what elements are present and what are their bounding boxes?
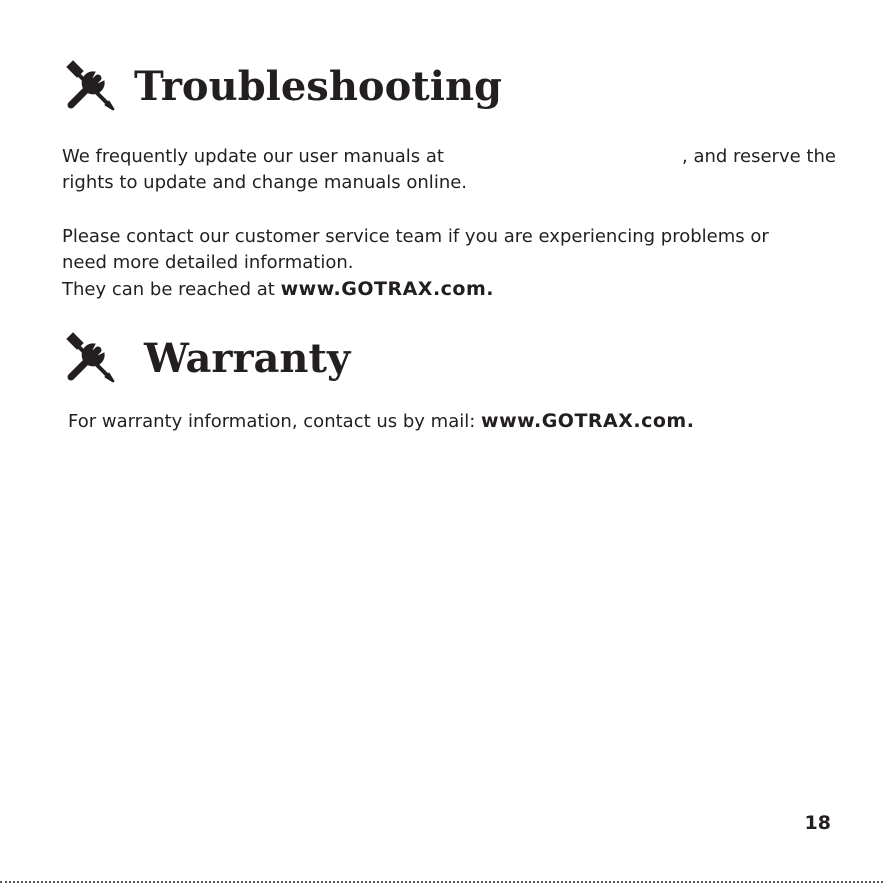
tools-icon — [62, 330, 118, 386]
bottom-divider — [0, 879, 883, 883]
contact-paragraph — [62, 224, 769, 303]
contact-line1: Please contact our customer service team if you are experiencing problems or — [62, 226, 769, 247]
warranty-paragraph — [68, 408, 694, 435]
update-text-start: We frequently update our user manuals at — [62, 146, 444, 167]
update-text-line2: rights to update and change manuals online. — [62, 172, 468, 193]
section-title: Troubleshooting — [134, 62, 502, 110]
section-title: Warranty — [144, 334, 351, 382]
troubleshooting-heading — [62, 58, 502, 114]
contact-line3-prefix: They can be reached at — [62, 279, 275, 300]
website-link[interactable]: www.GOTRAX.com. — [280, 278, 494, 300]
warranty-text: For warranty information, contact us by mail: — [68, 411, 476, 432]
warranty-heading — [62, 330, 350, 386]
website-link[interactable]: www.GOTRAX.com. — [481, 410, 695, 432]
tools-icon — [62, 58, 118, 114]
update-text-end: , and reserve the — [682, 146, 836, 167]
page-number: 18 — [804, 812, 831, 834]
manual-update-paragraph — [62, 144, 836, 196]
contact-line2: need more detailed information. — [62, 252, 354, 273]
